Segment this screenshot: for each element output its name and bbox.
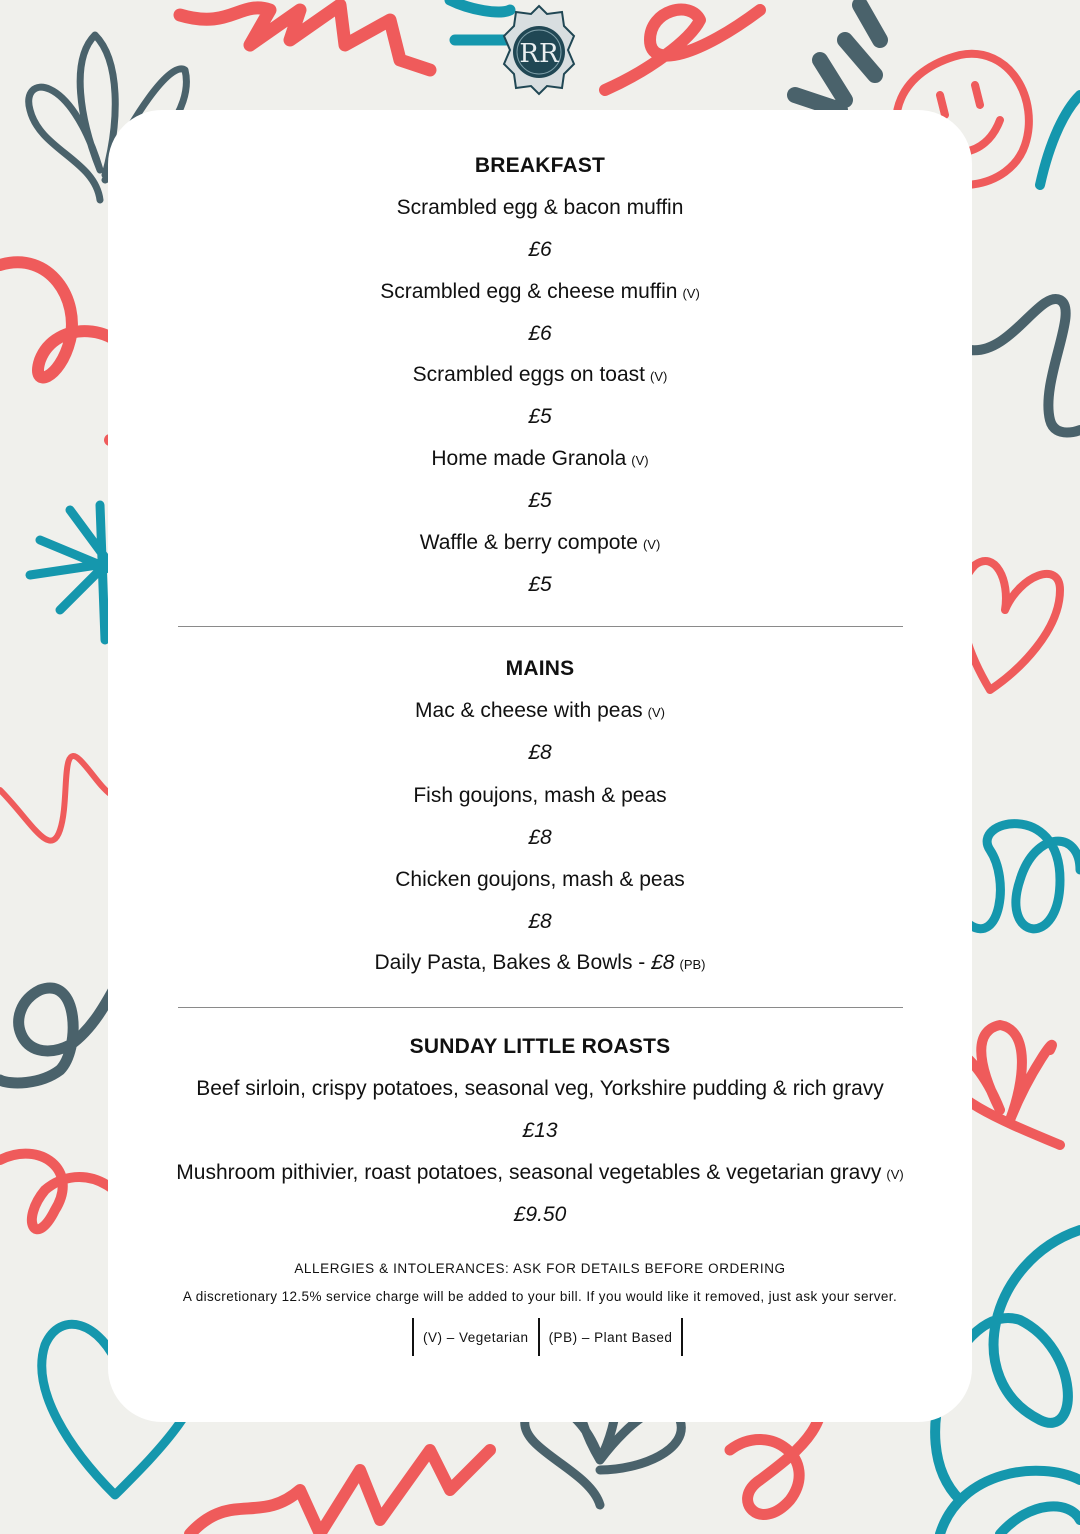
menu-item-daily: [108, 951, 972, 975]
key-plant-based: (PB) – Plant Based: [548, 1329, 673, 1345]
logo-monogram: RR: [519, 39, 559, 69]
section-divider: [178, 1007, 903, 1008]
menu-item: [108, 868, 972, 892]
item-name: Mac & cheese with peas: [415, 699, 643, 722]
item-price: £5: [528, 489, 552, 512]
breakfast-heading: BREAKFAST: [474, 154, 606, 177]
rr-crest-logo: [502, 4, 576, 96]
coral-loop-top: [605, 10, 760, 90]
item-name: Mushroom pithivier, roast potatoes, seasonal vegetables & vegetarian gravy: [176, 1161, 882, 1184]
coral-heart-doodle: [961, 561, 1060, 690]
item-price: £6: [528, 238, 552, 261]
mains-heading: MAINS: [505, 657, 575, 680]
item-name: Scrambled eggs on toast: [412, 363, 645, 386]
teal-stroke-top-right: [1040, 95, 1080, 185]
key-separator: [681, 1318, 683, 1356]
item-name: Waffle & berry compote: [419, 531, 638, 554]
menu-item: [108, 531, 972, 555]
item-price: £9.50: [513, 1203, 567, 1226]
coral-zigzag-bottom: [190, 1450, 490, 1534]
dietary-tag: (V): [649, 369, 668, 384]
item-name: Daily Pasta, Bakes & Bowls -: [374, 951, 652, 974]
item-name: Home made Granola: [431, 447, 627, 470]
menu-item: [48, 1161, 1032, 1185]
menu-item: [108, 447, 972, 471]
item-price: £8: [651, 951, 675, 974]
service-charge-note: A discretionary 12.5% service charge will be added to your bill. If you would like it removed, just ask your server.: [182, 1289, 898, 1304]
menu-item: [68, 1077, 1012, 1101]
allergy-notice: ALLERGIES & INTOLERANCES: ASK FOR DETAILS BEFORE ORDERING: [294, 1261, 786, 1276]
dietary-tag: (PB): [679, 957, 706, 972]
roasts-heading: SUNDAY LITTLE ROASTS: [409, 1035, 671, 1058]
item-price: £8: [528, 910, 552, 933]
menu-item: [108, 699, 972, 723]
menu-item: [108, 280, 972, 304]
item-price: £8: [528, 741, 552, 764]
dietary-key: [412, 1318, 683, 1356]
item-price: £6: [528, 322, 552, 345]
coral-squiggle-top-left: [180, 5, 430, 70]
menu-item: [108, 784, 972, 808]
dietary-tag: (V): [682, 286, 700, 301]
menu-item: [108, 363, 972, 387]
dietary-tag: (V): [647, 705, 665, 720]
item-name: Beef sirloin, crispy potatoes, seasonal veg, Yorkshire pudding & rich gravy: [196, 1077, 884, 1100]
item-name: Chicken goujons, mash & peas: [395, 868, 685, 891]
item-name: Fish goujons, mash & peas: [413, 784, 667, 807]
menu-item: [108, 196, 972, 220]
dietary-tag: (V): [886, 1167, 904, 1182]
dietary-tag: (V): [642, 537, 661, 552]
key-vegetarian: (V) – Vegetarian: [423, 1329, 529, 1345]
section-divider: [178, 626, 903, 627]
item-name: Scrambled egg & bacon muffin: [396, 196, 684, 219]
item-price: £5: [528, 405, 552, 428]
slate-dashes-top-right: [795, 5, 880, 110]
item-price: £8: [528, 826, 552, 849]
item-price: £13: [522, 1119, 558, 1142]
item-name: Scrambled egg & cheese muffin: [380, 280, 678, 303]
item-price: £5: [528, 573, 552, 596]
dietary-tag: (V): [631, 453, 649, 468]
